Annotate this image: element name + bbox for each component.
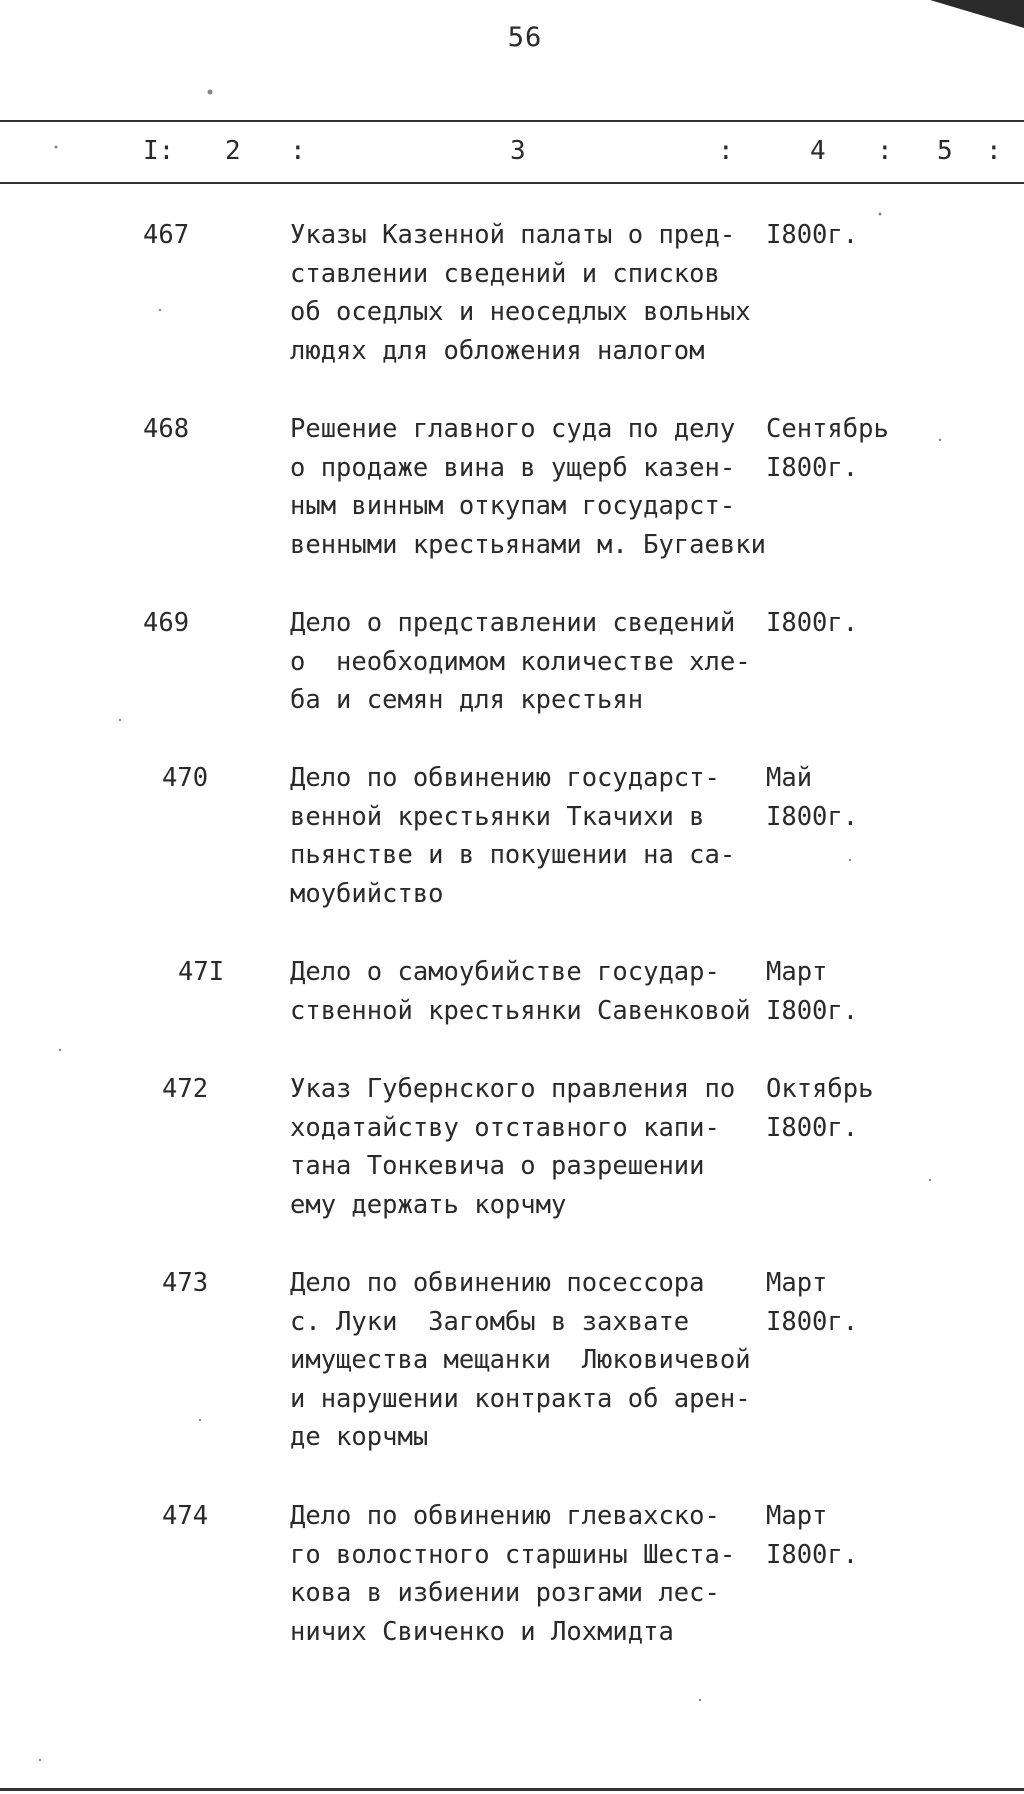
description-line: Дело о самоубийстве государ- (290, 957, 720, 987)
description-line: ему держать корчму (290, 1189, 567, 1220)
entry-description (290, 216, 765, 370)
column-header-4: 4 (810, 136, 826, 166)
description-line: людях для обложения налогом (290, 335, 705, 366)
column-separator: : (290, 136, 306, 166)
entry-date (766, 604, 1016, 643)
entry-number: 470 (162, 763, 209, 793)
description-line: с. Луки Загомбы в захвате (290, 1306, 690, 1337)
description-line: тана Тонкевича о разрешении (290, 1151, 705, 1181)
entry-number: 472 (162, 1074, 209, 1104)
header-top-rule (0, 120, 1024, 122)
entry-description (290, 410, 765, 564)
entry-description (290, 1264, 765, 1457)
entry-date (766, 1264, 1016, 1341)
scan-speck (159, 309, 161, 311)
column-header-3: 3 (510, 136, 526, 166)
date-line: Сентябрь (766, 414, 889, 444)
scan-speck (39, 1759, 41, 1761)
description-line: венной крестьянки Ткачихи в (290, 801, 705, 832)
column-header-5: 5 (937, 136, 953, 166)
scan-speck (59, 1049, 61, 1051)
description-line: ственной крестьянки Савенковой (290, 995, 751, 1026)
entry-number: 47I (178, 957, 225, 987)
date-line: Март (766, 1268, 828, 1298)
scan-speck (208, 90, 213, 95)
page-bottom-rule (0, 1788, 1024, 1791)
description-line: об оседлых и неоседлых вольных (290, 297, 751, 327)
description-line: Дело о представлении сведений (290, 608, 736, 638)
header-bottom-rule (0, 182, 1024, 184)
page-number: 56 (507, 22, 543, 53)
date-line: I800г. (766, 1112, 859, 1143)
description-line: Дело по обвинению глевахско- (290, 1501, 720, 1531)
date-line: I800г. (766, 1306, 859, 1337)
description-line: пьянстве и в покушении на са- (290, 840, 736, 870)
entry-description (290, 604, 765, 720)
description-line: Указ Губернского правления по (290, 1074, 736, 1104)
entry-date (766, 216, 1016, 255)
entry-number: 467 (143, 220, 190, 250)
description-line: о необходимом количестве хле- (290, 646, 751, 677)
description-line: ным винным откупам государст- (290, 491, 736, 521)
description-line: о продаже вина в ущерб казен- (290, 452, 736, 483)
entry-number: 468 (143, 414, 190, 444)
column-header-row (0, 136, 1024, 172)
scan-speck (199, 1419, 201, 1421)
scan-speck (119, 719, 121, 721)
entry-description (290, 1070, 765, 1224)
date-line: I800г. (766, 608, 859, 638)
column-header-1: I: (143, 136, 175, 166)
description-line: ходатайству отставного капи- (290, 1112, 720, 1143)
entry-description (290, 953, 765, 1030)
description-line: ничих Свиченко и Лохмидта (290, 1616, 674, 1647)
description-line: кова в избиении розгами лес- (290, 1578, 720, 1608)
description-line: венными крестьянами м. Бугаевки (290, 529, 766, 560)
entry-description (290, 759, 765, 913)
column-header-2: 2 (225, 136, 241, 166)
scan-speck (849, 859, 851, 861)
column-separator: : (986, 136, 1002, 166)
date-line: Март (766, 957, 828, 987)
description-line: Дело по обвинению государст- (290, 763, 720, 793)
column-separator: : (877, 136, 893, 166)
description-line: Указы Казенной палаты о пред- (290, 220, 736, 250)
scan-speck (929, 1179, 931, 1181)
column-separator: : (718, 136, 734, 166)
entry-number: 473 (162, 1268, 209, 1298)
entry-description (290, 1497, 765, 1651)
description-line: Решение главного суда по делу (290, 414, 736, 444)
entry-number: 474 (162, 1501, 209, 1531)
date-line: I800г. (766, 1539, 859, 1570)
description-line: ба и семян для крестьян (290, 685, 644, 715)
description-line: имущества мещанки Люковичевой (290, 1345, 751, 1375)
date-line: Май (766, 763, 813, 793)
date-line: I800г. (766, 220, 859, 250)
entry-number: 469 (143, 608, 190, 638)
description-line: де корчмы (290, 1422, 429, 1452)
date-line: I800г. (766, 452, 859, 483)
scan-speck (699, 1699, 701, 1701)
entry-date (766, 1070, 1016, 1147)
entry-date (766, 759, 1016, 836)
entry-date (766, 953, 1016, 1030)
entry-date (766, 410, 1016, 487)
entry-date (766, 1497, 1016, 1574)
date-line: I800г. (766, 801, 859, 832)
description-line: и нарушении контракта об арен- (290, 1383, 751, 1414)
date-line: Март (766, 1501, 828, 1531)
date-line: Октябрь (766, 1074, 874, 1104)
date-line: I800г. (766, 995, 859, 1026)
description-line: моубийство (290, 878, 444, 909)
description-line: ставлении сведений и списков (290, 258, 720, 289)
description-line: го волостного старшины Шеста- (290, 1539, 736, 1570)
description-line: Дело по обвинению посессора (290, 1268, 705, 1298)
